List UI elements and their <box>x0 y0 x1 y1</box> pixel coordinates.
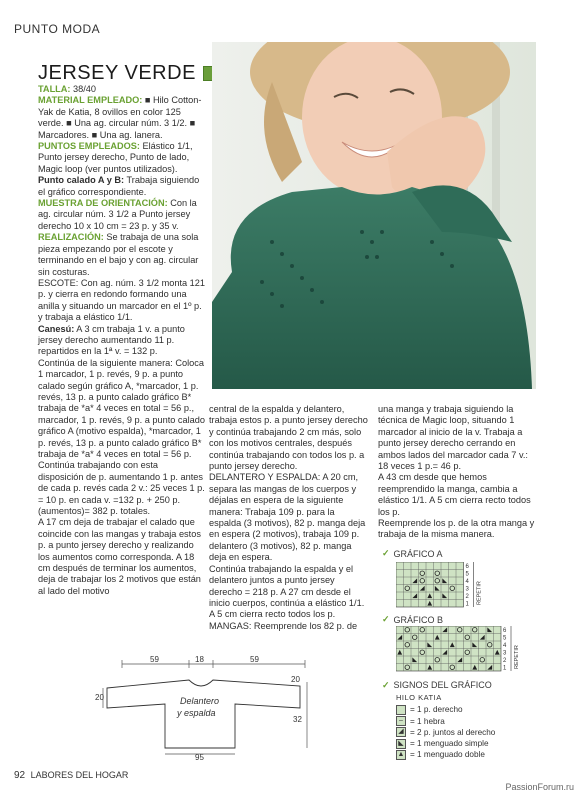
model-photo <box>212 42 536 389</box>
paragraph <box>378 518 538 541</box>
instructions-column-2 <box>209 404 369 632</box>
triangle-left-icon: ◣ <box>396 739 406 749</box>
page-number: 92 <box>14 770 26 781</box>
row-number: 1 <box>465 601 469 608</box>
paragraph-text: Trabaja siguiendo el gráfico correspondiente. <box>38 175 200 197</box>
paragraph-text: ESCOTE: Con ag. núm. 3 1/2 monta 121 p. y cierra en redondo formando una anilla y situando un marcador en el 1º p. y trabaja a elástico 1/1. <box>38 277 205 323</box>
paragraph <box>38 198 206 232</box>
repeat-label: REPETIR <box>476 581 483 605</box>
paragraph <box>378 404 538 472</box>
legend-item <box>396 727 542 738</box>
paragraph <box>38 358 206 461</box>
chart-a-title: GRÁFICO A <box>393 548 443 559</box>
paragraph-text: A 17 cm deja de trabajar el calado que coincide con las mangas y trabaja estos p. a punto jersey derecho y realizando los aumentos como corresponda. A 18 cm después de terminar los aumentos, deja de trabajar los 2 motivos que están al lado del motivo <box>38 517 201 596</box>
row-number: 6 <box>503 628 507 634</box>
schem-dim-bottom: 95 <box>195 753 204 762</box>
paragraph <box>38 324 206 358</box>
legend-title: SIGNOS DEL GRÁFICO <box>393 680 492 690</box>
paragraph <box>38 175 206 198</box>
magazine-name: LABORES DEL HOGAR <box>30 770 129 780</box>
check-icon: ✓ <box>382 614 390 624</box>
section-label: MATERIAL EMPLEADO: <box>38 95 143 106</box>
paragraph-text: una manga y trabaja siguiendo la técnica de Magic loop, situando 1 marcador al inicio de la v. Trabaja a punto jersey derecho cerrando en ambos lados del marcador cada 7 v.: 18 veces 1 p.= 46 p. <box>378 404 528 472</box>
pattern-title-text: JERSEY VERDE <box>38 62 196 84</box>
row-number: 2 <box>465 594 469 600</box>
legend-item-text: = 1 menguado simple <box>410 739 489 749</box>
triangle-right-icon: ◢ <box>396 727 406 737</box>
row-number: 1 <box>503 665 507 672</box>
legend-item <box>396 738 542 749</box>
paragraph-text: Elástico 1/1, Punto jersey derecho, Punto de lado, Magic loop (ver puntos utilizados). <box>38 141 193 174</box>
paragraph-text: Continúa de la siguiente manera: Coloca 1 marcador, 1 p. revés, 9 p. a punto calado según gráfico A, *marcador, 1 p. revés, 13 p. a punto calado gráfico B* trabaja de *a* 4 veces en total = 56 p., marcador, 1 p. revés, 9 p. a punto calado gráfico A (motivo espalda), *marcador, 1 p. revés, 13 p. a punto calado gráfico B* trabaja de *a* 4 veces en total = 56 p. <box>38 357 206 459</box>
paragraph-text: MANGAS: Reemprende los 82 p. de <box>209 620 358 631</box>
row-number: 4 <box>503 643 507 649</box>
legend-brand: HILO KATIA <box>396 693 442 703</box>
empty-square-icon <box>396 705 406 715</box>
paragraph <box>209 472 369 563</box>
schem-dim-right: 32 <box>293 715 302 724</box>
section-label: REALIZACIÓN: <box>38 232 104 243</box>
paragraph-text: Con la ag. circular núm. 3 1/2 a Punto jersey derecho 10 x 10 cm = 23 p. y 35 v. <box>38 198 197 231</box>
row-number: 2 <box>503 658 507 664</box>
schem-label-1: Delantero <box>180 696 220 706</box>
instructions-column-1 <box>38 84 206 597</box>
paragraph <box>38 460 206 517</box>
chart-b-section <box>382 614 443 625</box>
paragraph <box>38 141 206 175</box>
legend-item <box>396 749 542 760</box>
section-label: TALLA: <box>38 84 71 94</box>
repeat-label: REPETIR <box>514 645 520 669</box>
subsection-label: Punto calado A y B: <box>38 175 125 186</box>
legend-item-text: = 1 hebra <box>410 716 445 726</box>
watermark: PassionForum.ru <box>505 782 574 792</box>
legend-item-text: = 1 menguado doble <box>410 750 485 760</box>
chart-a-grid <box>396 562 500 612</box>
schem-dim-top-left: 59 <box>150 655 159 664</box>
paragraph-text: Reemprende los p. de la otra manga y trabaja de la misma manera. <box>378 518 535 540</box>
chart-b-title: GRÁFICO B <box>393 614 444 625</box>
instructions-column-3 <box>378 404 538 541</box>
legend-item <box>396 716 542 727</box>
paragraph <box>38 84 206 95</box>
paragraph <box>38 517 206 597</box>
page-footer <box>14 770 128 781</box>
triangle-up-icon: ▲ <box>397 750 405 758</box>
schem-dim-top-right: 59 <box>250 655 259 664</box>
size-schematic <box>95 652 315 762</box>
row-number: 3 <box>503 650 507 657</box>
legend-item-text: = 2 p. juntos al derecho <box>410 727 496 737</box>
paragraph <box>38 232 206 278</box>
paragraph <box>209 621 369 632</box>
paragraph <box>378 472 538 518</box>
schem-label-2: y espalda <box>177 708 216 718</box>
legend-section <box>382 680 542 760</box>
check-icon: ✓ <box>382 548 390 558</box>
paragraph <box>209 404 369 472</box>
paragraph-text: ■ Hilo Cotton-Yak de Katia, 8 ovillos en color 125 verde. ■ Una ag. circular núm. 3 1/2. ■ Marcadores. ■ Una ag. lanera. <box>38 95 202 140</box>
model-photo-illustration <box>212 42 536 389</box>
paragraph-text: DELANTERO Y ESPALDA: A 20 cm, separa las mangas de los cuerpos y déjalas en espera de la siguiente manera: Trabaja 109 p. para la espalda (3 motivos), 82 p. manga deja en espera (2 motivos), trabaja 109 p. delantero (3 motivos), 82 p. manga deja en espera. <box>209 472 366 563</box>
schem-dim-top-mid: 18 <box>195 655 204 664</box>
paragraph-text: central de la espalda y delantero, trabaja estos p. a punto jersey derecho y continúa trabajando 2 cm más, solo con los motivos centrales, después continúa trabajando con todos los p. a punto jersey derecho. <box>209 404 368 472</box>
row-number: 6 <box>465 564 469 570</box>
paragraph-text: Continúa trabajando con esta disposición de p. aumentando 1 p. antes de cada p. revés cada 2 v.: 25 veces 1 p. = 10 p. en cada v. =132 p. + 250 p. (aumentos)= 382 p. totales. <box>38 460 205 517</box>
row-number: 3 <box>465 586 469 593</box>
legend-item-text: = 1 p. derecho <box>410 705 463 715</box>
paragraph-text: A 3 cm trabaja 1 v. a punto jersey derecho aumentando 11 p. repartidos en la 1ª v. = 132 p. <box>38 323 185 357</box>
check-icon: ✓ <box>382 680 390 690</box>
chart-a-section <box>382 548 443 559</box>
row-number: 4 <box>465 579 469 585</box>
schem-dim-left: 20 <box>95 693 104 702</box>
paragraph-text: Se trabaja de una sola pieza empezando por el escote y terminando en el bajo y con ag. circular sin costuras. <box>38 232 199 277</box>
chart-b-grid <box>396 626 534 674</box>
section-label: PUNTOS EMPLEADOS: <box>38 141 140 152</box>
dash-square-icon: – <box>396 716 406 726</box>
schem-dim-right-top: 20 <box>291 675 300 684</box>
paragraph <box>38 95 206 141</box>
paragraph-text: Continúa trabajando la espalda y el delantero juntos a punto jersey derecho = 218 p. A 27 cm desde el inicio cuerpos, continúa a elástico 1/1. A 5 cm cierra recto todos los p. <box>209 563 365 620</box>
subsection-label: Canesú: <box>38 323 75 334</box>
paragraph <box>209 564 369 621</box>
paragraph-text: A 43 cm desde que hemos reemprendido la manga, cambia a elástico 1/1. A 5 cm cierra recto todos los p. <box>378 472 531 517</box>
paragraph <box>38 278 206 324</box>
section-label: MUESTRA DE ORIENTACIÓN: <box>38 198 168 209</box>
legend-item <box>396 704 542 715</box>
section-header: PUNTO MODA <box>14 22 101 36</box>
row-number: 5 <box>465 571 469 578</box>
row-number: 5 <box>503 635 507 642</box>
paragraph-text: 38/40 <box>70 84 97 94</box>
